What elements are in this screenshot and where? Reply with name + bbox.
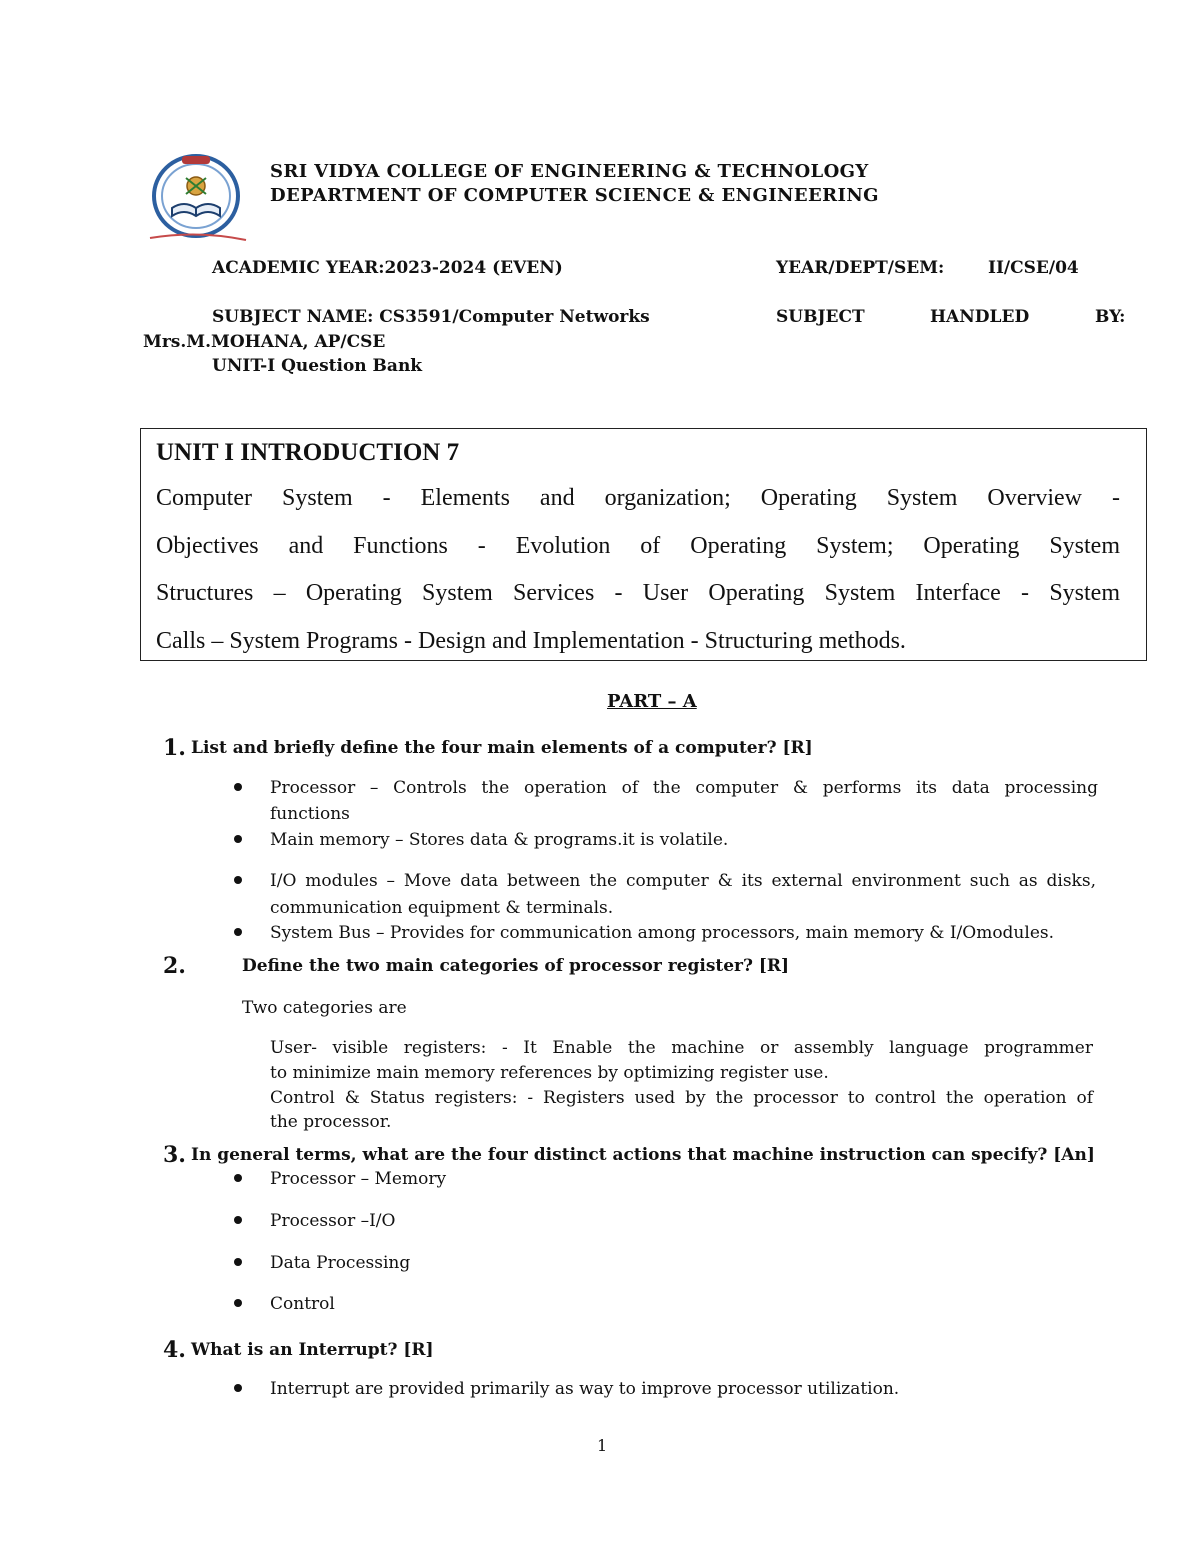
answer-line: Control & Status registers: - Registers used by the processor to control the operation of [270, 1088, 1093, 1108]
question-number: 3. [163, 1142, 186, 1168]
bullet-icon [234, 1384, 242, 1392]
syllabus-line: Computer System - Elements and organization; Operating System Overview - [156, 485, 1120, 511]
page-number: 1 [597, 1436, 608, 1455]
answer-bullet: Interrupt are provided primarily as way to improve processor utilization. [270, 1379, 900, 1399]
bullet-icon [234, 928, 242, 936]
answer-bullet: System Bus – Provides for communication among processors, main memory & I/Omodules. [270, 923, 1055, 943]
question-number: 1. [163, 735, 186, 761]
bullet-icon [234, 1258, 242, 1266]
handler-name: Mrs.M.MOHANA, AP/CSE [143, 332, 386, 352]
answer-bullet: Processor – Controls the operation of the computer & performs its data processing [270, 778, 1098, 798]
answer-bullet: Control [270, 1294, 335, 1314]
answer-line: to minimize main memory references by optimizing register use. [270, 1063, 829, 1083]
part-a-heading: PART – A [607, 691, 697, 712]
handled-word: HANDLED [930, 307, 1030, 327]
bullet-icon [234, 1216, 242, 1224]
answer-bullet: I/O modules – Move data between the computer & its external environment such as disks, [270, 871, 1096, 891]
answer-bullet: Data Processing [270, 1253, 411, 1273]
college-logo [146, 150, 250, 246]
bullet-icon [234, 1299, 242, 1307]
bullet-icon [234, 835, 242, 843]
answer-continuation: functions [270, 804, 350, 824]
year-dept-sem-value: II/CSE/04 [988, 258, 1079, 278]
syllabus-line: Structures – Operating System Services - User Operating System Interface - System [156, 580, 1120, 606]
answer-bullet: Main memory – Stores data & programs.it is volatile. [270, 830, 729, 850]
college-name: SRI VIDYA COLLEGE OF ENGINEERING & TECHNOLOGY [270, 161, 869, 182]
answer-continuation: communication equipment & terminals. [270, 898, 614, 918]
bullet-icon [234, 1174, 242, 1182]
subject-handled-word: SUBJECT [776, 307, 865, 327]
answer-line: User- visible registers: - It Enable the machine or assembly language programmer [270, 1038, 1093, 1058]
bullet-icon [234, 876, 242, 884]
year-dept-sem-label: YEAR/DEPT/SEM: [776, 258, 945, 278]
bullet-icon [234, 783, 242, 791]
question-number: 4. [163, 1337, 186, 1363]
syllabus-box [140, 428, 1147, 661]
by-word: BY: [1095, 307, 1126, 327]
subject-name: SUBJECT NAME: CS3591/Computer Networks [212, 307, 650, 327]
question-text: What is an Interrupt? [R] [191, 1340, 434, 1360]
unit-question-bank: UNIT-I Question Bank [212, 356, 423, 376]
academic-year: ACADEMIC YEAR:2023-2024 (EVEN) [212, 258, 563, 278]
answer-bullet: Processor –I/O [270, 1211, 396, 1231]
answer-line: the processor. [270, 1112, 392, 1132]
question-text: List and briefly define the four main elements of a computer? [R] [191, 738, 813, 758]
syllabus-line: Calls – System Programs - Design and Implementation - Structuring methods. [156, 628, 906, 654]
question-text: Define the two main categories of processor register? [R] [242, 956, 790, 976]
answer-intro: Two categories are [242, 998, 407, 1018]
syllabus-line: Objectives and Functions - Evolution of Operating System; Operating System [156, 533, 1120, 559]
syllabus-title: UNIT I INTRODUCTION 7 [156, 439, 460, 466]
department-name: DEPARTMENT OF COMPUTER SCIENCE & ENGINEERING [270, 185, 879, 206]
question-text: In general terms, what are the four distinct actions that machine instruction can specify? [An] [191, 1145, 1095, 1165]
question-number: 2. [163, 953, 186, 979]
answer-bullet: Processor – Memory [270, 1169, 447, 1189]
